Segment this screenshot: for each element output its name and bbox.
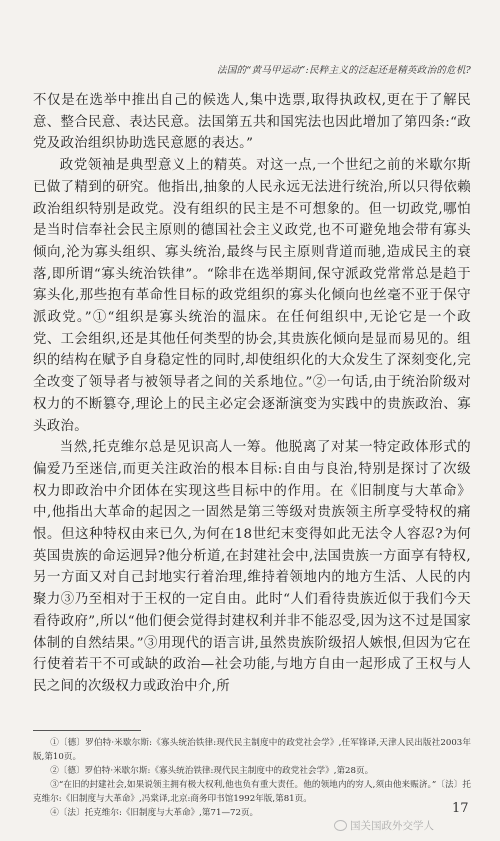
watermark — [334, 818, 434, 833]
footnotes — [33, 736, 471, 820]
page-number: 17 — [452, 801, 469, 816]
footnote: ④〔法〕托克维尔:《旧制度与大革命》,第71—72页。 — [50, 808, 259, 818]
footnote: ③“在旧的封建社会,如果说领主拥有极大权利,他也负有重大责任。他的领地内的穷人,须由他来赈济。”〔法〕托克维尔:《旧制度与大革命》,冯棠译,北京:商务印书馆1992年版,第81页。 — [33, 780, 471, 804]
wechat-icon — [334, 820, 347, 831]
paragraph: 当然,托克维尔总是见识高人一筹。他脱离了对某一特定政体形式的偏爱乃至迷信,而更关注政治的根本目标:自由与良治,特别是探讨了次级权力即政治中介团体在实现这些目标中的作用。在《旧制度与大革命》中,他指出大革命的起因之一固然是第三等级对贵族领主所享受特权的痛恨。但这种特权由来已久,为何在18世纪末变得如此无法令人容忍?为何英国贵族的命运迥异?他分析道,在封建社会中,法国贵族一方面享有特权,另一方面又对自己封地实行着治理,维持着领地内的地方生活、人民的内聚力③乃至相对于王权的一定自由。此时“人们看待贵族近似于我们今天看待政府”,所以“他们便会觉得封建权利并非不能忍受,因为这不过是国家体制的自然结果。”③用现代的语言讲,虽然贵族阶级招人嫉恨,但因为它在行使着若干不可或缺的政治—社会功能,与地方自由一起形成了王权与人民之间的次级权力或政治中介,所 — [33, 440, 471, 694]
footnote-divider — [33, 730, 141, 731]
watermark-text: 国关国政外交学人 — [350, 820, 434, 832]
footnote: ②〔德〕罗伯特·米歇尔斯:《寡头统治铁律:现代民主制度中的政党社会学》,第28页。 — [50, 766, 374, 776]
paragraph: 不仅是在选举中推出自己的候选人,集中选票,取得执政权,更在于了解民意、整合民意、表达民意。法国第五共和国宪法也因此增加了第四条:“政党及政治组织协助选民意愿的表达。” — [33, 93, 472, 152]
footnote: ①〔德〕罗伯特·米歇尔斯:《寡头统治铁律:现代民主制度中的政党社会学》,任军锋译,天津人民出版社2003年版,第10页。 — [33, 738, 471, 762]
running-title: 法国的“黄马甲运动”:民粹主义的泛起还是精英政治的危机? — [216, 65, 471, 76]
paragraph: 政党领袖是典型意义上的精英。对这一点,一个世纪之前的米歇尔斯已做了精到的研究。他指出,抽象的人民永远无法进行统治,所以只得依赖政治组织特别是政党。没有组织的民主是不可想象的。但一切政党,哪怕是当时信奉社会民主原则的德国社会主义政党,也不可避免地会带有寡头倾向,沦为寡头组织、寡头统治,最终与民主原则背道而驰,造成民主的衰落,即所谓“寡头统治铁律”。“除非在选举期间,保守派政党常常总是趋于寡头化,那些抱有革命性目标的政党组织的寡头化倾向也丝毫不亚于保守派政党。”①“组织是寡头统治的温床。在任何组织中,无论它是一个政党、工会组织,还是其他任何类型的协会,其贵族化倾向是显而易见的。组织的结构在赋予自身稳定性的同时,却使组织化的大众发生了深刻变化,完全改变了领导者与被领导者之间的关系地位。”②一句话,由于统治阶级对权力的不断篡夺,理论上的民主必定会逐渐演变为实践中的贵族政治、寡头政治。 — [33, 158, 471, 434]
body-text — [33, 90, 471, 698]
